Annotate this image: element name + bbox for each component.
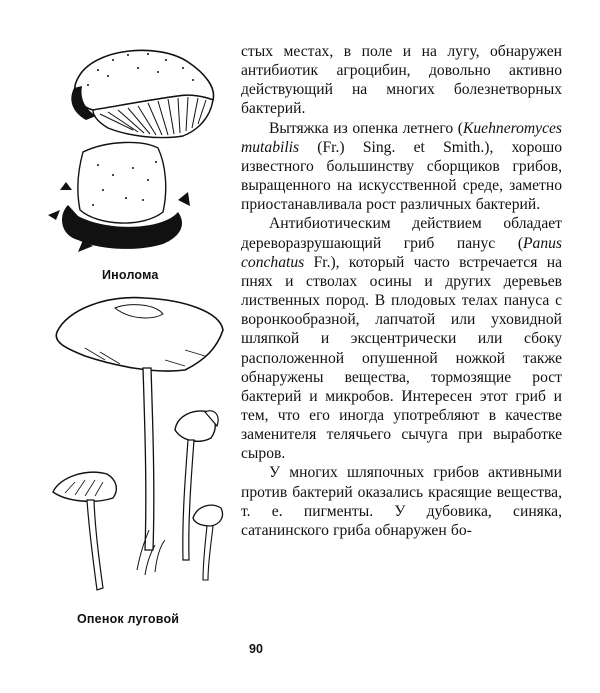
paragraph-4: У многих шляпочных грибов активными против бактерий оказались красящие вещества, т. е. пигменты. У дубовика, синяка, сатанинского гриба обнаружен бо-: [241, 464, 562, 539]
inoloma-caption: Инолома: [102, 268, 159, 282]
meadow-mushroom-illustration: [45, 290, 235, 610]
body-text: [241, 42, 562, 540]
paragraph-3: [241, 214, 562, 463]
paragraph-1: стых местах, в поле и на лугу, обнаружен антибиотик агроцибин, довольно активно действующий на многих болезнетворных бактерий.: [241, 43, 562, 118]
paragraph-3-end: Fr.), который часто встречается на пнях и стволах осины и других деревьев лиственных пород. В плодовых телах пануса с воронкообразной, лапчатой или уховидной шляпкой и эксцентрически или сбоку расположенной опушенной ножкой также обнаружены вещества, тормозящие рост бактерий и микробов. Интересен этот гриб и тем, что его иногда употребляют в качестве заменителя телячьего сычуга при выработке сыров.: [241, 253, 562, 463]
paragraph-2-end: (Fr.) Sing. et Smith.), хорошо известного большинству сборщиков грибов, выращенного на искусственной среде, заметно приостанавливала рост различных бактерий.: [241, 138, 562, 214]
inoloma-illustration: [38, 40, 228, 255]
paragraph-3-start: Антибиотическим действием обладает дереворазрушающий гриб панус (: [241, 215, 562, 252]
meadow-mushroom-caption: Опенок луговой: [77, 612, 180, 626]
page-number: 90: [249, 642, 263, 656]
species-name-panus: Panus conchatus: [241, 234, 562, 271]
paragraph-2-start: Вытяжка из опенка летнего (: [269, 119, 463, 137]
paragraph-2: [241, 119, 562, 215]
meadow-mushroom-drawing: [45, 290, 235, 610]
inoloma-drawing: [38, 40, 228, 255]
species-name-kuehneromyces: Kuehneromyces mutabilis: [241, 119, 562, 156]
